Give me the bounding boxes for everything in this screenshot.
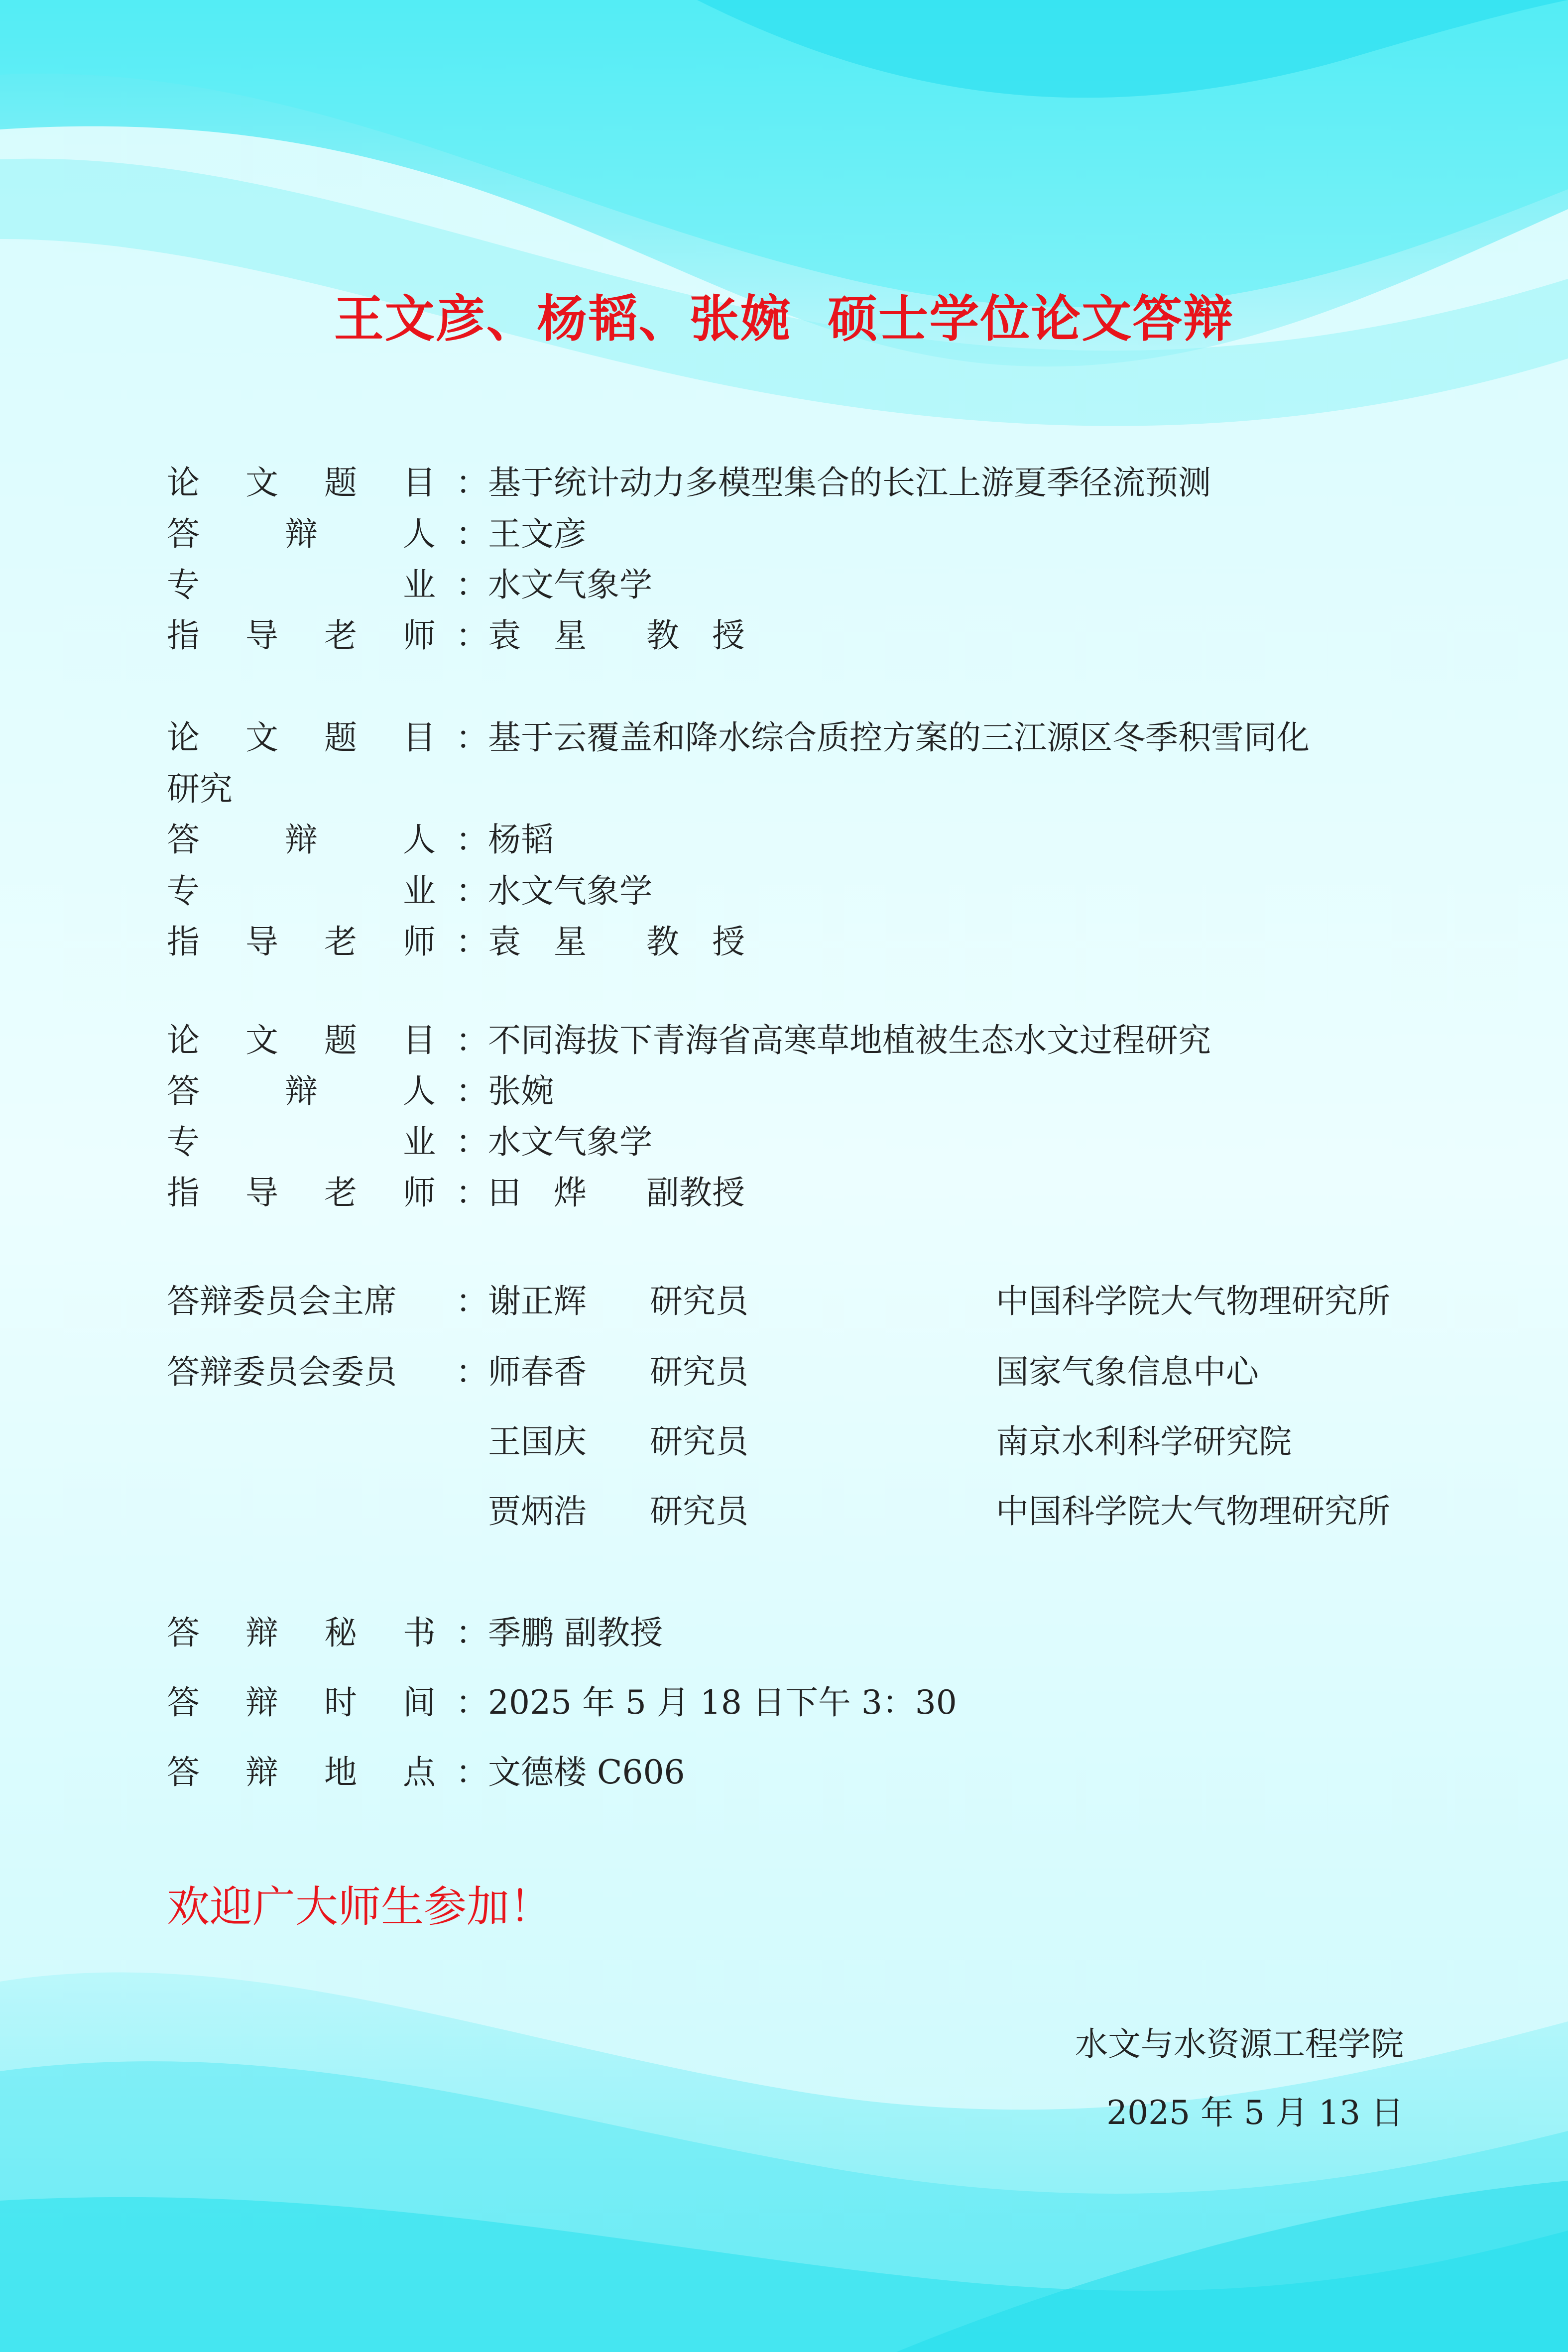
place-label: 答 辩 地 点 [167,1753,436,1791]
thesis-title: 基于云覆盖和降水综合质控方案的三江源区冬季积雪同化 [488,718,1310,757]
time-label: 答 辩 时 间 [167,1683,436,1722]
member-name: 王国庆 [488,1422,587,1461]
thesis-title-label: 论 文 题 目 [167,718,436,757]
major: 水文气象学 [488,566,652,604]
major: 水文气象学 [488,872,652,910]
welcome-text: 欢迎广大师生参加！ [167,1882,552,1932]
member-name: 贾炳浩 [488,1492,587,1530]
defender-label: 答 辩 人 [167,1072,436,1110]
committee-chair-row: 答辩委员会主席 ： 谢正辉 研究员 中国科学院大气物理研究所 [167,1282,1390,1320]
member-title: 研究员 [650,1492,748,1530]
defense-place: 文德楼 C606 [488,1753,685,1791]
member-label: 答辩委员会委员 [167,1353,397,1391]
thesis-title: 基于统计动力多模型集合的长江上游夏季径流预测 [488,464,1211,502]
defender-name: 张婉 [488,1072,554,1110]
member-org: 中国科学院大气物理研究所 [996,1492,1390,1530]
defense-time: 2025 年 5 月 18 日下午 3：30 [488,1683,957,1722]
committee-member-row: 答辩委员会委员 ： 师春香 研究员 国家气象信息中心 [167,1353,1259,1391]
advisor: 袁 星 教 授 [488,923,745,961]
chair-label: 答辩委员会主席 [167,1282,397,1320]
secretary-label: 答 辩 秘 书 [167,1614,436,1652]
thesis-title-label: 论 文 题 目 [167,1021,436,1059]
chair-title: 研究员 [650,1282,748,1320]
major-label: 专 业 [167,1123,436,1161]
advisor: 袁 星 教 授 [488,616,745,655]
advisor-label: 指 导 老 师 [167,923,436,961]
notice: 王文彦、杨韬、张婉 硕士学位论文答辩 论 文 题 目 ： 基于统计动力多模型集合的长江上游夏季径流预测 答 辩 人 ： 王文彦 专 业 ： 水文气象学 指 导 老 师 ： 袁 星 教 授 论 文 题 目 ： 基于云覆盖和降水综合质控方案的三江源区冬季积雪同化 研究 答 辩 人 ： 杨韬 专 业 ： 水文气象学 指 导 老 师 ： 袁 星 教 授 论 文 题 目 ： 不同海拔下青海省高寒草地植被生态水文过程研究 答 辩 人 ： 张婉 专 业 ： 水文气象学 指 导 老 师 ： 田 烨 副教授 答辩委员会主席 ： 谢正辉 研究员 中国科学院大气物理研究所 答辩委员会委员 ： 师春香 研究员 国家气象信息中心 王国庆 研究员 南京水利科学研究院 贾炳浩 研究员 中国科学院大气物理研究所 答 辩 秘 书 ： 季鹏 副教授 答 辩 时 间 ： 2025 年 5 月 18 日下午 3：30 答 辩 地 点 ： 文德楼 C606 欢迎广大师生参加！ 水文与水资源工程学院 2025 年 5 月 13 日 [0,0,1568,2352]
member-title: 研究员 [650,1422,748,1461]
defender-label: 答 辩 人 [167,821,436,859]
advisor: 田 烨 副教授 [488,1174,745,1212]
chair-name: 谢正辉 [488,1282,587,1320]
defender-name: 王文彦 [488,515,587,553]
member-org: 国家气象信息中心 [996,1353,1259,1391]
major-label: 专 业 [167,872,436,910]
defender-name: 杨韬 [488,821,554,859]
advisor-label: 指 导 老 师 [167,616,436,655]
member-title: 研究员 [650,1353,748,1391]
member-org: 南京水利科学研究院 [996,1422,1292,1461]
defender-label: 答 辩 人 [167,515,436,553]
advisor-label: 指 导 老 师 [167,1174,436,1212]
notice-date: 2025 年 5 月 13 日 [1106,2094,1404,2132]
organizer: 水文与水资源工程学院 [1075,2025,1404,2063]
major: 水文气象学 [488,1123,652,1161]
secretary: 季鹏 副教授 [488,1614,663,1652]
thesis-title-label: 论 文 题 目 [167,464,436,502]
chair-org: 中国科学院大气物理研究所 [996,1282,1390,1320]
member-name: 师春香 [488,1353,587,1391]
major-label: 专 业 [167,566,436,604]
page-title: 王文彦、杨韬、张婉 硕士学位论文答辩 [334,290,1234,348]
thesis-title: 不同海拔下青海省高寒草地植被生态水文过程研究 [488,1021,1211,1059]
thesis-title-continued: 研究 [167,770,233,808]
